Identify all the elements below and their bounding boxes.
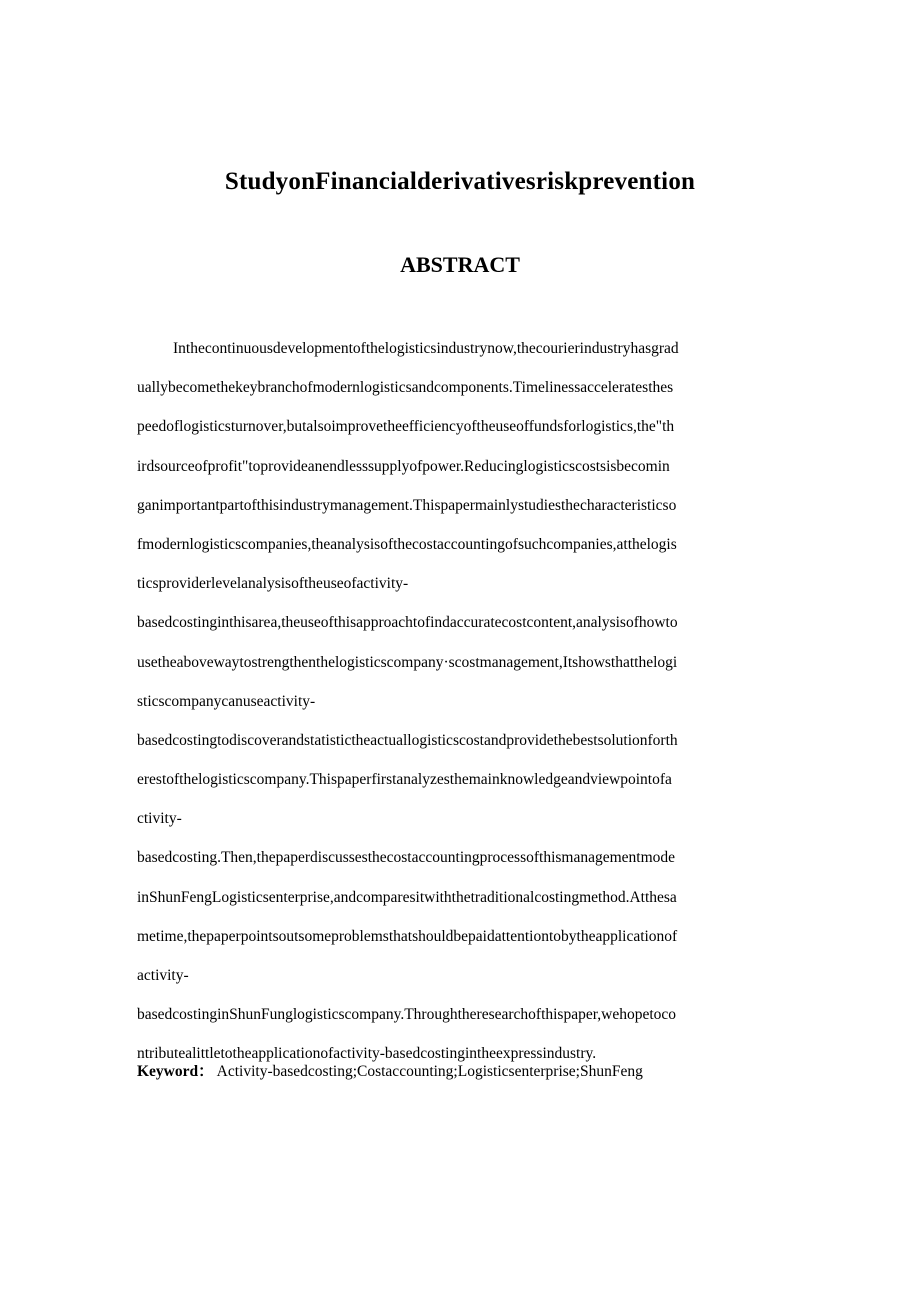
abstract-line: metime,thepaperpointsoutsomeproblemsthatshouldbepaidattentiontobytheapplicationof <box>137 927 678 945</box>
abstract-line: basedcostinginShunFunglogisticscompany.Throughtheresearchofthispaper,wehopetoco <box>137 1006 677 1024</box>
abstract-body <box>137 329 787 1074</box>
abstract-line: basedcostingtodiscoverandstatistictheactuallogisticscostandprovidethebestsolutionforth <box>137 731 678 749</box>
abstract-line: basedcosting.Then,thepaperdiscussesthecostaccountingprocessofthismanagementmode <box>137 849 676 867</box>
abstract-line: ganimportantpartofthisindustrymanagement.Thispapermainlystudiesthecharacteristicso <box>137 496 677 514</box>
abstract-line: peedoflogisticsturnover,butalsoimprovetheefficiencyoftheuseoffundsforlogistics,the"th <box>137 418 675 436</box>
paper-title: StudyonFinancialderivativesriskprevention <box>224 168 696 195</box>
abstract-line: uallybecomethekeybranchofmodernlogisticsandcomponents.Timelinessacceleratesthes <box>137 379 674 397</box>
abstract-heading: ABSTRACT <box>400 252 520 277</box>
abstract-line: ntributealittletotheapplicationofactivity-basedcostingintheexpressindustry. <box>137 1045 597 1063</box>
abstract-line: activity- <box>137 967 189 984</box>
keyword-label: Keyword： <box>137 1063 214 1080</box>
abstract-line: erestofthelogisticscompany.Thispaperfirstanalyzesthemainknowledgeandviewpointofa <box>137 771 672 789</box>
keywords-line <box>137 1057 817 1087</box>
abstract-line: fmodernlogisticscompanies,theanalysisofthecostaccountingofsuchcompanies,atthelogis <box>137 535 677 553</box>
abstract-line: ticsproviderlevelanalysisoftheuseofactivity- <box>137 575 409 593</box>
abstract-line: ctivity- <box>137 810 182 828</box>
abstract-line: Inthecontinuousdevelopmentofthelogisticsindustrynow,thecourierindustryhasgrad <box>173 340 679 357</box>
abstract-line: inShunFengLogisticsenterprise,andcomparesitwiththetraditionalcostingmethod.Atthesa <box>137 888 677 906</box>
abstract-line: basedcostinginthisarea,theuseofthisapproachtofindaccuratecostcontent,analysisofhowto <box>137 614 678 632</box>
abstract-line: irdsourceofprofit"toprovideanendlesssupplyofpower.Reducinglogisticscostsisbecomin <box>137 457 670 475</box>
abstract-line: usetheabovewaytostrengthenthelogisticscompany·scostmanagement,Itshowsthatthelogi <box>137 653 678 671</box>
abstract-line: sticscompanycanuseactivity- <box>137 692 316 710</box>
keyword-list: Activity-basedcosting;Costaccounting;Logisticsenterprise;ShunFeng <box>216 1063 643 1080</box>
